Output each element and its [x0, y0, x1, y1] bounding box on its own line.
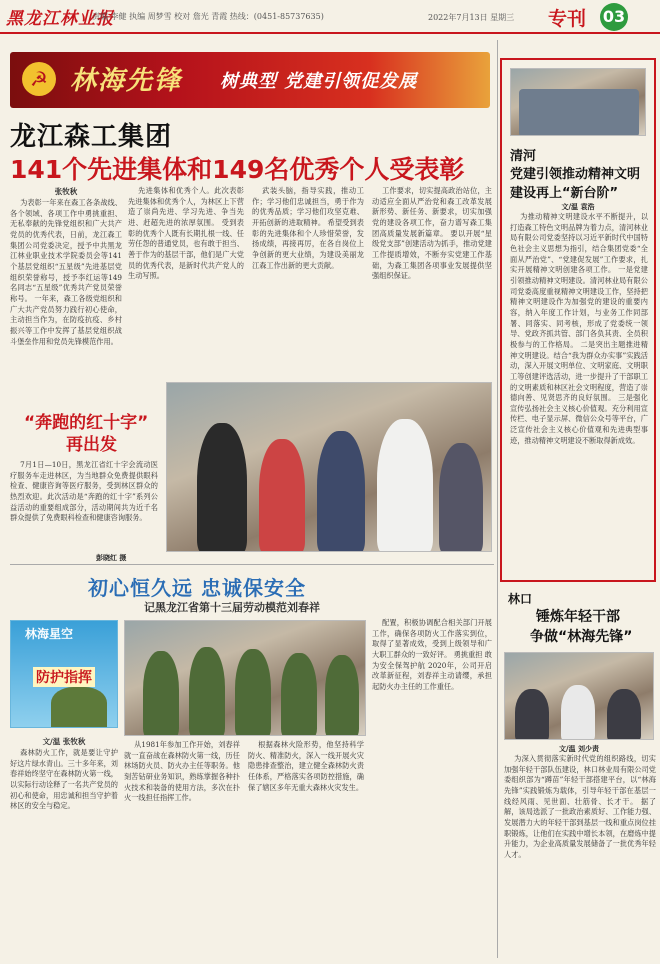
banner-title: 林海先锋 — [70, 66, 183, 96]
qinghe-headline — [510, 148, 640, 203]
lead-column-4 — [372, 186, 492, 376]
portrait-figure — [51, 687, 107, 727]
linkou-headline-2: 争做“林海先锋” — [530, 629, 633, 645]
linkou-label: 林口 — [508, 592, 533, 606]
qinghe-body — [510, 212, 648, 578]
labor-model-column-1 — [10, 736, 118, 958]
qinghe-group-photo — [510, 68, 646, 136]
forest-star-tag: 防护指挥 — [33, 667, 95, 687]
labor-model-headline: 初心恒久远 忠诚保安全 — [88, 576, 306, 600]
lead-column-3 — [252, 186, 364, 376]
fire-drill-photo — [124, 620, 366, 736]
qinghe-byline: 文/温 袁浩 — [561, 202, 595, 211]
feature-banner — [10, 52, 490, 108]
red-cross-headline-2: 再出发 — [66, 435, 117, 455]
party-emblem-icon: ☭ — [22, 62, 56, 96]
labor-model-column-2-text: 从1981年参加工作开始，刘春祥就一直奋战在森林防火第一线，历任林场防火员、防火办主任等职务。他刻苦钻研业务知识，熟练掌握各种扑火技术和装备的使用方法，多次在扑火一线担任指挥工作。 — [124, 740, 240, 803]
linkou-body — [504, 754, 656, 958]
lead-column-2 — [128, 186, 244, 376]
labor-model-byline: 文/温 张牧秋 — [42, 737, 86, 746]
linkou-headline-1: 锤炼年轻干部 — [536, 609, 620, 625]
lead-column-1 — [10, 186, 122, 376]
labor-model-subheadline: 记黑龙江省第十三届劳动模范刘春祥 — [144, 601, 320, 614]
labor-model-column-4 — [372, 618, 492, 958]
section-name: 专刊 — [548, 8, 587, 30]
qinghe-body-text: 为推动精神文明建设水平不断提升，以打造森工特色文明品牌为着力点，清河林业局有限公司党委坚持以习近平新时代中国特色社会主义思想为指引，结合集团党委“全面从严治党”、“党建促发展”工作要求，扎实开展精神文明创建各项工作。 一是党建引领推动精神文明建设。清河林业局有限公司党委高度重视精神文明建设工作，坚持把精神文明建设作为加强党的建设的重要内容，纳入年度工作计划，与业务工作同部署、同落实、同考核，形成了党委统一领导、党政齐抓共管、部门各负其责、全员积极参与的工作格局。 二是突出主题推进精神文明建设。结合“我为群众办实事”实践活动，深入开展文明单位、文明家庭、文明职工等创建评选活动，进一步提升了干部职工的文明素质和林区社会文明程度，营造了崇德向善、见贤思齐的良好氛围。 三是强化宣传弘扬社会主义核心价值观。充分利用宣传栏、电子显示屏、微信公众号等平台，广泛宣传社会主义核心价值观和先进典型事迹，推动精神文明建设不断取得新成效。 — [510, 212, 648, 445]
red-cross-body — [10, 460, 158, 552]
banner-subtitle: 树典型 党建引领促发展 — [220, 71, 418, 92]
red-cross-headline-1: “奔跑的红十字” — [24, 413, 149, 433]
lead-company-headline: 龙江森工集团 — [10, 122, 173, 152]
linkou-body-text: 为深入贯彻落实新时代党的组织路线，切实加强年轻干部队伍建设，林口林业局有限公司党委组织部为“蹲苗”年轻干部搭建平台，以“林海先锋”实践锻炼为载体，引导年轻干部在基层一线经风雨、见世面、壮筋骨、长才干。 据了解，该局选派了一批政治素质好、工作能力强、发展潜力大的年轻干部到基层一线和重点岗位挂职锻炼，让他们在实践中增长本领，在磨炼中提升能力，为企业高质量发展储备了一批优秀年轻人才。 — [504, 754, 656, 859]
qinghe-headline-line-1: 清河 — [510, 149, 537, 164]
eye-exam-photo — [166, 382, 492, 552]
labor-model-column-3-text: 根据森林火险形势，他坚持科学防火、精准防火，深入一线开展火灾隐患排查整治，建立健全森林防火责任体系，严格落实各项防控措施，确保了辖区多年无重大森林火灾发生。 — [248, 740, 364, 792]
column-divider — [497, 40, 498, 958]
qinghe-article-box — [500, 58, 656, 582]
page-number-badge: 03 — [600, 3, 628, 31]
red-cross-body-text: 7月1日—10日，黑龙江省红十字会流动医疗服务车走进林区，为当地群众免费提供眼科检查、健康咨询等医疗服务，受到林区群众的热烈欢迎。此次活动是“奔跑的红十字”系列公益活动的重要组成部分，活动期间共为近千名群众提供了免费眼科检查和健康咨询服务。 — [10, 460, 158, 523]
lead-byline: 张牧秋 — [54, 187, 78, 196]
lead-column-1-text: 为表彰一年来在森工各条战线、各个领域、各项工作中勇挑重担、无私奉献的先锋党组织和广大共产党员的优秀代表，日前，龙江森工集团公司党委决定，授予中共黑龙江林业职业技术学院委员会等141个基层党组织“五星级”先进基层党组织荣誉称号，授予李红运等149名同志“五星级”优秀共产党员荣誉称号。 一年来，森工各级党组织和广大共产党员努力践行初心使命，主动担当作为，在防疫抗疫、乡村振兴等工作中发挥了基层党组织战斗堡垒作用和党员先锋模范作用。 — [10, 198, 122, 346]
labor-model-column-4-text: 配置，积极协调配合相关部门开展工作，确保各项防火工作落实到位，取得了显著成效，受到上级领导和广大职工群众的一致好评。 勇挑重担 敢为安全保驾护航 2020年，公司开启改革新征程，刘春祥主动请缨，承担起防火办主任的工作重任。 — [372, 618, 492, 691]
linkou-meeting-photo — [504, 652, 654, 740]
labor-model-column-3 — [248, 740, 364, 958]
linkou-byline: 文/温 刘少责 — [559, 744, 599, 753]
newspaper-logo: 黑龙江林业报 — [6, 9, 114, 29]
staff-line: 责编 李健 执编 周梦雪 校对 詹光 青霞 热线：(0451-85737635) — [92, 12, 324, 21]
issue-date: 2022年7月13日 星期三 — [428, 13, 515, 22]
qinghe-headline-line-3: 建设再上“新台阶” — [510, 185, 619, 201]
forest-star-box — [10, 620, 118, 728]
red-cross-photographer: 彭晓红 摄 — [96, 553, 127, 562]
labor-model-column-1-text: 森林防火工作，就是要让守护好这片绿水青山。三十多年来，刘春祥始终坚守在森林防火第一线，以实际行动诠释了一名共产党员的初心和使命，用忠诚和担当守护着林区的安全与稳定。 — [10, 748, 118, 811]
section-divider — [10, 564, 494, 565]
lead-main-headline: 141个先进集体和149名优秀个人受表彰 — [10, 155, 465, 184]
qinghe-headline-line-2: 党建引领推动精神文明 — [510, 167, 641, 183]
forest-star-title: 林海星空 — [25, 627, 74, 641]
lead-column-2-text: 先进集体和优秀个人。此次表彰先进集体和优秀个人，为林区上下营造了崇尚先进、学习先进、争当先进、赶超先进的浓厚氛围。 受到表彰的优秀个人既有长期扎根一线、任劳任怨的普通党员，也有敢于担当、善于作为的基层干部，他们是广大党员的优秀代表，是新时代共产党人的生动写照。 — [128, 186, 244, 281]
lead-column-3-text: 武装头脑，指导实践，推动工作；学习他们忠诚担当，勇于作为的优秀品质；学习他们攻坚克难、开拓创新的进取精神。 希望受到表彰的先进集体和个人珍惜荣誉，发扬成绩，再接再厉，在各自岗位上争创新的更大业绩，为建设美丽龙江森工作出新的更大贡献。 — [252, 186, 364, 270]
lead-column-4-text: 工作要求，切实提高政治站位，主动适应全面从严治党和森工改革发展新形势、新任务、新要求，切实加强党的建设各项工作，奋力谱写森工集团高质量发展新篇章。 要以开展“星级党支部”创建活动为抓手，推动党建工作提质增效，不断夯实党建工作基础，为森工集团各项事业发展提供坚强组织保证。 — [372, 186, 492, 281]
labor-model-column-2 — [124, 740, 240, 958]
